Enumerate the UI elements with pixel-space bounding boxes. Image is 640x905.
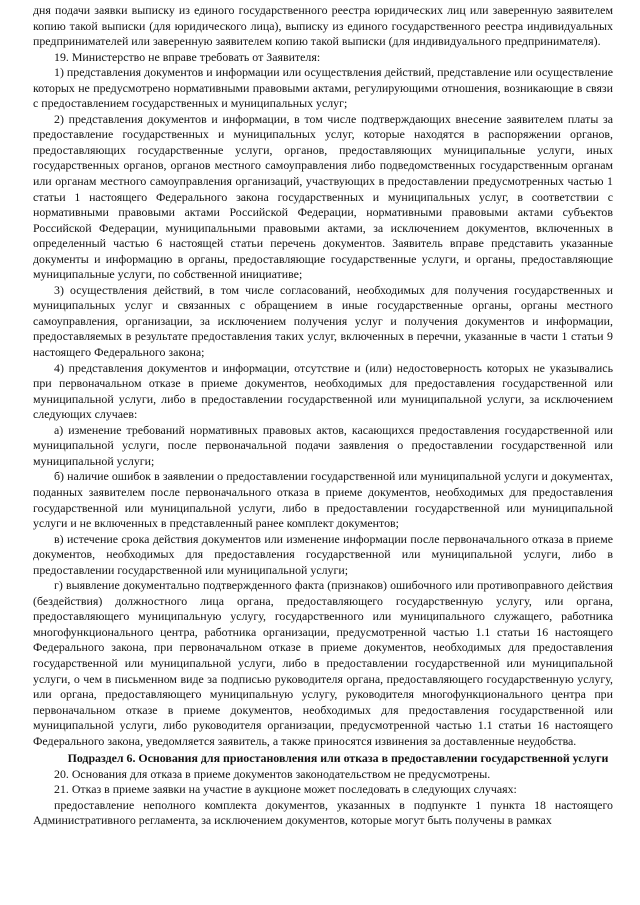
paragraph-case-b: б) наличие ошибок в заявлении о предоставлении государственной или муниципальной услуги и документах, поданных заявителем после первоначального отказа в приеме документов, необходимых для предоставления государственной или муниципальной услуги, либо в предоставлении государственной или муниципальной услуги и не включенных в представленный ранее комплект документов; xyxy=(33,469,613,531)
paragraph-item-21: 21. Отказ в приеме заявки на участие в аукционе может последовать в следующих случаях: xyxy=(54,782,517,797)
paragraph-item-21-text: предоставление неполного комплекта документов, указанных в подпункте 1 пункта 18 настоящего Административного регламента, за исключением документов, которые могут быть получены в рамках xyxy=(33,797,613,828)
paragraph-item-20: 20. Основания для отказа в приеме документов законодательством не предусмотрены. xyxy=(54,766,491,781)
paragraph-item-19: 19. Министерство не вправе требовать от Заявителя: xyxy=(54,49,321,64)
paragraph-continuation: дня подачи заявки выписку из единого государственного реестра юридических лиц или заверенную заявителем копию такой выписки (для юридического лица), выписку из единого государственного реестра индивидуальных предпринимателей или заверенную заявителем копию такой выписки (для индивидуального предпринимателя). xyxy=(33,3,613,49)
paragraph-subitem-3: 3) осуществления действий, в том числе согласований, необходимых для получения государственных и муниципальных услуг и связанных с обращением в иные государственные органы, органы местного самоуправления, организации, за исключением получения услуг и получения документов и информации, предоставляемых в результате предоставления таких услуг, включенных в перечни, указанные в части 1 статьи 9 настоящего Федерального закона; xyxy=(33,282,613,360)
paragraph-case-a: а) изменение требований нормативных правовых актов, касающихся предоставления государственной или муниципальной услуги, после первоначальной подачи заявления о предоставлении государственной или муниципальной услуги; xyxy=(33,422,613,468)
paragraph-case-g: г) выявление документально подтвержденного факта (признаков) ошибочного или противоправного действия (бездействия) должностного лица органа, предоставляющего государственную услугу, или органа, предоставляющего муниципальную услугу, государственного или муниципального служащего, работника многофункционального центра, работника организации, предусмотренной частью 1.1 статьи 16 настоящего Федерального закона, при первоначальном отказе в приеме документов, необходимых для предоставления государственной или муниципальной услуги, либо в предоставлении государственной или муниципальной услуги, о чем в письменном виде за подписью руководителя органа, предоставляющего государственную услугу, или органа, предоставляющего муниципальную услугу, руководителя многофункционального центра при первоначальном отказе в приеме документов, необходимых для предоставления государственной или муниципальной услуги, либо руководителя организации, предусмотренной частью 1.1 статьи 16 настоящего Федерального закона, уведомляется заявитель, а также приносятся извинения за доставленные неудобства. xyxy=(33,578,613,748)
paragraph-subitem-2: 2) представления документов и информации, в том числе подтверждающих внесение заявителем платы за предоставление государственных и муниципальных услуг, которые находятся в распоряжении органов, предоставляющих государственные услуги, органов, предоставляющих муниципальные услуги, иных государственных органов, органов местного самоуправления либо подведомственных государственным органам или органам местного самоуправления организаций, участвующих в предоставлении предусмотренных частью 1 статьи 1 настоящего Федерального закона государственных и муниципальных услуг, в соответствии с нормативными правовыми актами Российской Федерации, нормативными правовыми актами субъектов Российской Федерации, муниципальными правовыми актами, за исключением документов, включенных в определенный частью 6 настоящей статьи перечень документов. Заявитель вправе представить указанные документы и информацию в органы, предоставляющие государственные услуги, и органы, предоставляющие муниципальные услуги, по собственной инициативе; xyxy=(33,111,613,282)
paragraph-subitem-1: 1) представления документов и информации или осуществления действий, представление или осуществление которых не предусмотрено нормативными правовыми актами, регулирующими отношения, возникающие в связи с предоставлением государственных и муниципальных услуг; xyxy=(33,65,613,111)
paragraph-subitem-4: 4) представления документов и информации, отсутствие и (или) недостоверность которых не указывались при первоначальном отказе в приеме документов, необходимых для предоставления государственной или муниципальной услуги, либо в предоставлении государственной или муниципальной услуги, за исключением следующих случаев: xyxy=(33,360,613,422)
paragraph-case-v: в) истечение срока действия документов или изменение информации после первоначального отказа в приеме документов, необходимых для предоставления государственной или муниципальной услуги, либо в предоставлении государственной или муниципальной услуги; xyxy=(33,531,613,577)
section-heading: Подраздел 6. Основания для приостановления или отказа в предоставлении государственной услуги xyxy=(67,751,609,766)
